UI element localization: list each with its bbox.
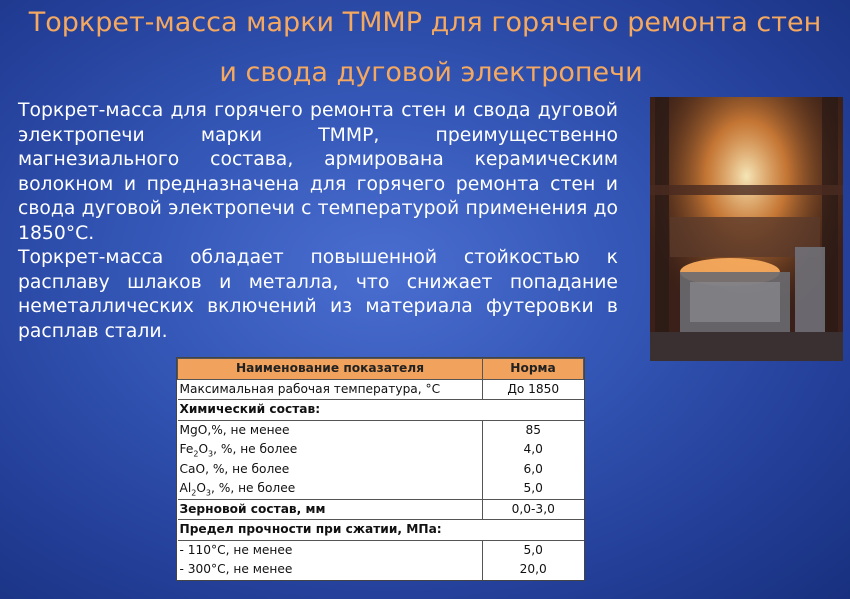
al-text: Al xyxy=(179,481,192,495)
fe-text: Fe xyxy=(179,442,194,456)
section-strength: Предел прочности при сжатии, МПа: xyxy=(178,520,584,541)
title-line-1: Торкрет-масса марки ТММР для горячего ремонта стен xyxy=(28,7,822,38)
o-text: O xyxy=(196,481,206,495)
furnace-illustration xyxy=(650,97,843,361)
paragraph-1: Торкрет-масса для горячего ремонта стен и свода дуговой электропечи марки ТММР, преимущественно магнезиального состава, армирована керамическим волокном и предназначена для горячего ремонта стен и свода дуговой электропечи с температурой применения до 1850°С. xyxy=(18,100,618,244)
section-chem: Химический состав: xyxy=(178,400,584,421)
fe-rest: , %, не более xyxy=(213,442,298,456)
o-sub: 3 xyxy=(205,488,212,498)
cell-name: Максимальная рабочая температура, °С xyxy=(178,379,483,400)
table-row xyxy=(178,499,584,520)
cell-value: 6,0 xyxy=(523,461,543,476)
table-row xyxy=(178,520,584,541)
cell-name xyxy=(178,479,483,499)
cell-value: 85 xyxy=(525,422,541,437)
table-row xyxy=(178,400,584,421)
fe-sub: 2 xyxy=(193,449,199,459)
table-row xyxy=(178,479,584,499)
cell-value: 0,0-3,0 xyxy=(483,499,584,520)
cell-name: Зерновой состав, мм xyxy=(178,499,483,520)
cell-name xyxy=(178,440,483,460)
table-row xyxy=(178,420,584,440)
al-sub: 2 xyxy=(191,488,197,498)
description xyxy=(18,99,618,344)
cell-value: 20,0 xyxy=(519,562,547,576)
o-sub: 3 xyxy=(208,449,214,459)
table-row xyxy=(178,460,584,480)
header-name: Наименование показателя xyxy=(178,359,483,380)
al-rest: , %, не более xyxy=(211,481,296,495)
properties-table xyxy=(176,357,585,581)
cell-value: 4,0 xyxy=(523,442,543,456)
title-line-2: и свода дуговой электропечи xyxy=(219,57,643,88)
cell-name: MgO,%, не менее xyxy=(178,420,483,440)
table-row xyxy=(178,540,584,560)
table-header-row xyxy=(178,359,584,380)
cell-name: CaO, %, не более xyxy=(178,460,483,480)
cell-name: - 110°С, не менее xyxy=(178,540,483,560)
o-text: O xyxy=(198,442,209,456)
header-value: Норма xyxy=(483,359,584,380)
cell-value: 5,0 xyxy=(483,479,584,499)
table-row xyxy=(178,560,584,580)
cell-value: До 1850 xyxy=(483,379,584,400)
cell-name: - 300°С, не менее xyxy=(178,560,483,580)
table-row xyxy=(178,440,584,460)
furnace-photo xyxy=(650,97,843,361)
table-row xyxy=(178,379,584,400)
paragraph-2: Торкрет-масса обладает повышенной стойкостью к расплаву шлаков и металла, что снижает попадание неметаллических включений из материала футеровки в расплав стали. xyxy=(18,247,618,342)
cell-value: 5,0 xyxy=(523,542,543,557)
